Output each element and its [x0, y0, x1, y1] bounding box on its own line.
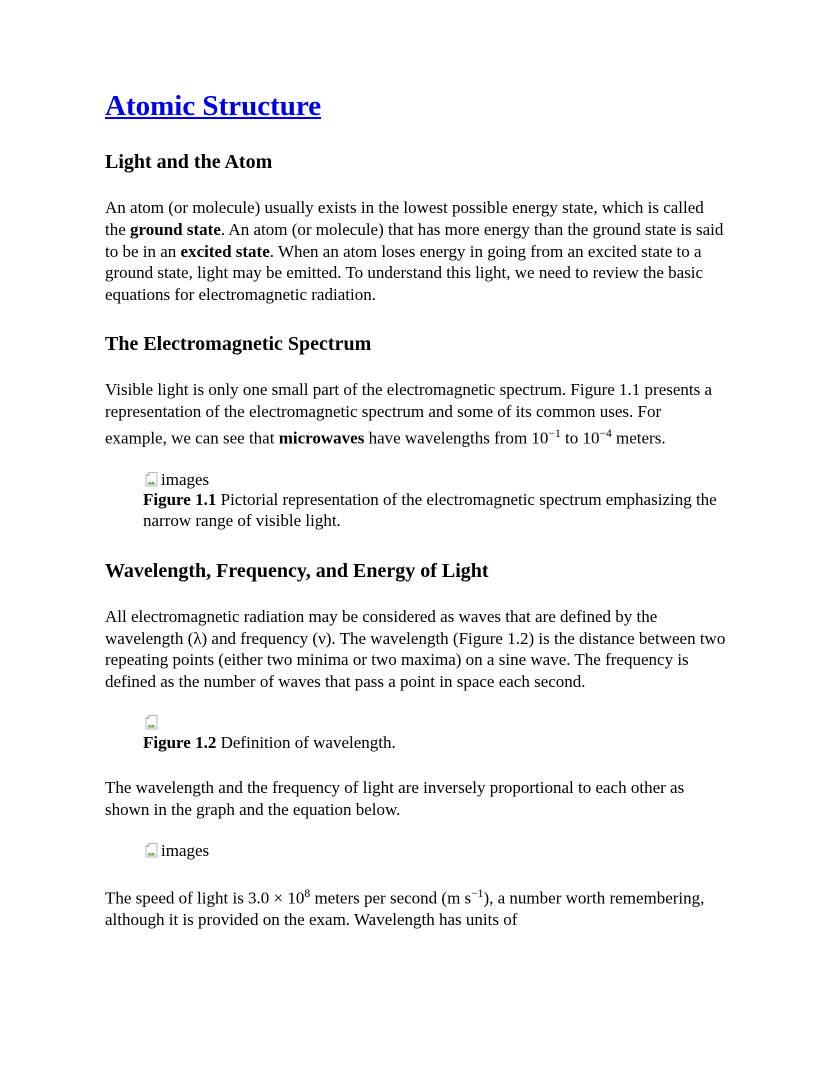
page-title: [105, 90, 727, 123]
figure-1-1-image-line: [143, 470, 727, 489]
paragraph-waves-definition: All electromagnetic radiation may be considered as waves that are defined by the wavelength (λ) and frequency (ν). The wavelength (Figure 1.2) is the distance between two repeating points (either two minima or two maxima) on a sine wave. The frequency is defined as the number of waves that pass a point in space each second.: [105, 606, 726, 691]
graph-equation-image-block: [143, 841, 727, 860]
image-alt-text: images: [161, 841, 210, 861]
paragraph-speed-of-light: The speed of light is $3.0 \times 10^8$ meters per second (m $s^{-1}$), a number worth remembering, although it is provided on the exam. Wavelength has units of: [105, 887, 705, 930]
graph-equation-image-line: [143, 841, 727, 860]
figure-1-2-image-line: [143, 713, 727, 732]
chapter-title-link[interactable]: Atomic Structure: [105, 90, 322, 122]
heading-wavelength-frequency-energy: Wavelength, Frequency, and Energy of Light: [105, 559, 489, 582]
document-content: [105, 90, 727, 931]
figure-1-2-block: [143, 713, 727, 754]
broken-image-icon: [143, 842, 160, 859]
heading-light-and-the-atom: Light and the Atom: [105, 151, 273, 174]
image-alt-text: images: [161, 469, 210, 489]
figure-1-2-caption: Figure 1.2 Definition of wavelength.: [143, 733, 396, 753]
broken-image-icon: [143, 714, 160, 731]
figure-1-1-caption: Figure 1.1 Pictorial representation of the electromagnetic spectrum emphasizing the narrow range of visible light.: [143, 489, 717, 531]
paragraph-inverse-proportional: The wavelength and the frequency of light are inversely proportional to each other as shown in the graph and the equation below.: [105, 777, 685, 819]
paragraph-visible-light: Visible light is only one small part of the electromagnetic spectrum. Figure 1.1 presents a representation of the electromagnetic spectrum and some of its common uses. For example, we can see that microwaves have wavelengths from $10^{-1}$ to $10^{-4}$ meters.: [105, 380, 713, 448]
broken-image-icon: [143, 471, 160, 488]
paragraph-ground-excited-state: An atom (or molecule) usually exists in the lowest possible energy state, which is called the ground state. An atom (or molecule) that has more energy than the ground state is said to be in an excited state. When an atom loses energy in going from an excited state to a ground state, light may be emitted. To understand this light, we need to review the basic equations for electromagnetic radiation.: [105, 198, 724, 304]
heading-electromagnetic-spectrum: The Electromagnetic Spectrum: [105, 333, 372, 356]
figure-1-1-block: [143, 470, 727, 532]
